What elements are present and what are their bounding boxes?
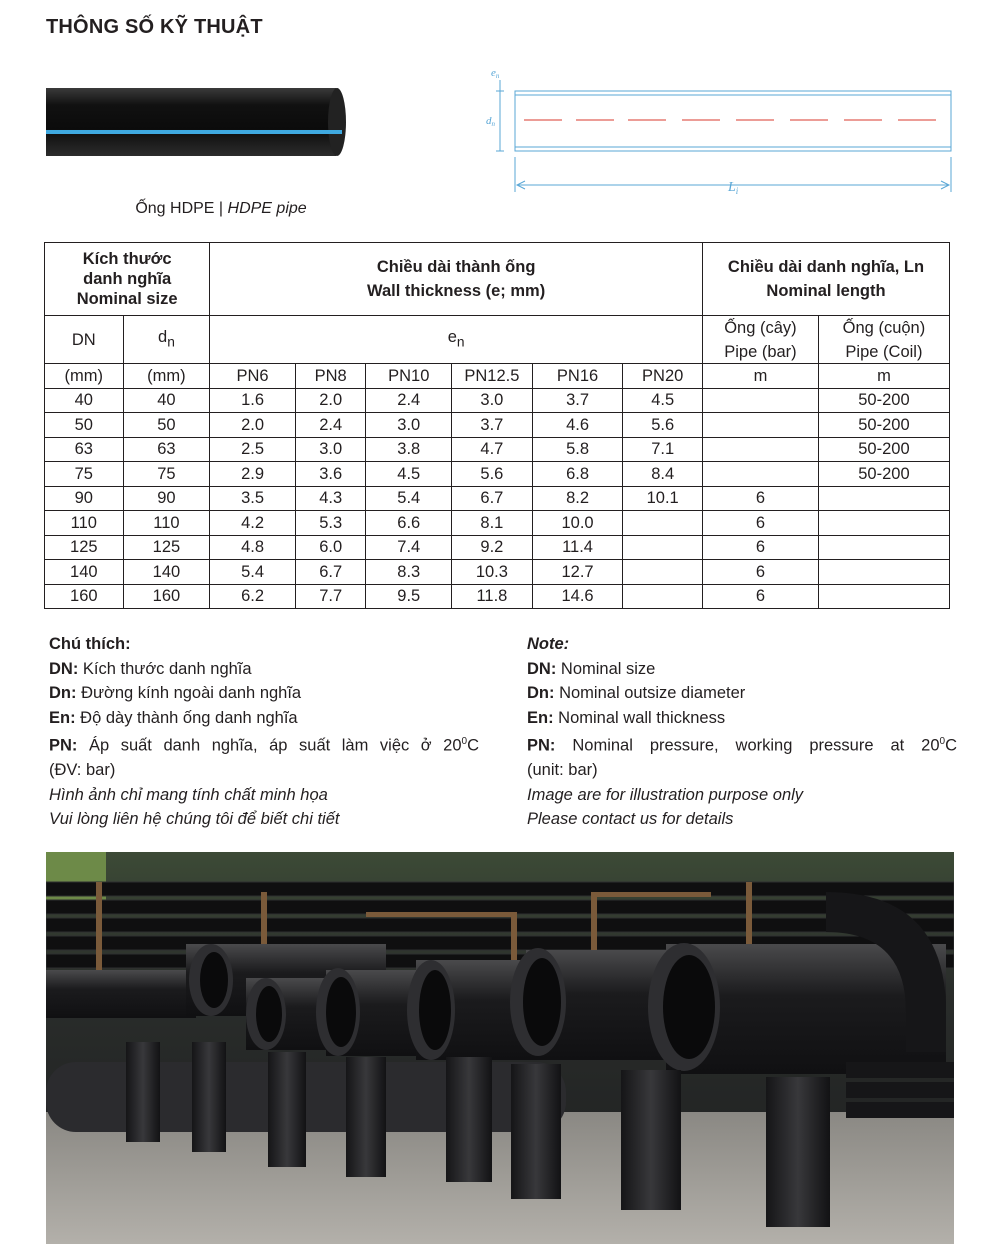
table-cell: 5.6 (452, 462, 533, 487)
table-cell: 2.4 (295, 413, 366, 438)
table-cell: PN8 (295, 364, 366, 389)
table-cell: PN16 (532, 364, 623, 389)
table-units-row (45, 364, 950, 389)
table-cell (818, 560, 949, 585)
table-cell (818, 584, 949, 609)
table-cell: 50-200 (818, 388, 949, 413)
table-cell: 125 (45, 535, 124, 560)
table-cell: 110 (45, 511, 124, 536)
table-cell: 63 (123, 437, 210, 462)
table-row (45, 560, 950, 585)
table-cell: 3.7 (532, 388, 623, 413)
table-cell: 9.2 (452, 535, 533, 560)
table-cell: 140 (45, 560, 124, 585)
table-row (45, 535, 950, 560)
table-cell: 12.7 (532, 560, 623, 585)
hdpe-pipe-image (46, 86, 348, 158)
table-cell: 6 (703, 535, 819, 560)
table-cell: 40 (123, 388, 210, 413)
table-cell: 90 (45, 486, 124, 511)
table-cell: 2.4 (366, 388, 452, 413)
table-cell: PN6 (210, 364, 296, 389)
table-cell: 2.0 (295, 388, 366, 413)
table-cell: 40 (45, 388, 124, 413)
header-nominal-length: Chiều dài danh nghĩa, Ln Nominal length (703, 243, 950, 316)
header-dn-diameter: $d_n$ (123, 316, 210, 364)
table-cell: PN10 (366, 364, 452, 389)
table-cell: 160 (123, 584, 210, 609)
table-cell: 6.7 (295, 560, 366, 585)
table-cell: 3.5 (210, 486, 296, 511)
table-cell: 6.2 (210, 584, 296, 609)
table-cell: 50 (45, 413, 124, 438)
table-cell: 6.0 (295, 535, 366, 560)
table-cell: 50-200 (818, 462, 949, 487)
table-cell (703, 413, 819, 438)
table-cell: 160 (45, 584, 124, 609)
table-cell: 6 (703, 560, 819, 585)
header-en: $e_n$ (210, 316, 703, 364)
table-cell: 3.0 (366, 413, 452, 438)
table-row (45, 462, 950, 487)
table-cell: 2.0 (210, 413, 296, 438)
table-header-row (45, 243, 950, 316)
table-cell: 5.4 (210, 560, 296, 585)
table-cell: 110 (123, 511, 210, 536)
table-cell: 50-200 (818, 437, 949, 462)
table-cell: 3.0 (295, 437, 366, 462)
table-cell (818, 511, 949, 536)
table-cell (623, 511, 703, 536)
table-cell: 4.7 (452, 437, 533, 462)
table-cell: 8.2 (532, 486, 623, 511)
notes-vietnamese: Chú thích: DN: Kích thước danh nghĩa Dn: Đường kính ngoài danh nghĩa En: Độ dày thành ống danh nghĩa PN: Áp suất danh nghĩa, áp suất làm việc ở $20^0C$ (ĐV: bar) Hình ảnh chỉ mang tính chất minh họa Vui lòng liên hệ chúng tôi để biết chi tiết (49, 635, 479, 828)
table-cell: 4.5 (366, 462, 452, 487)
table-cell: 3.7 (452, 413, 533, 438)
table-cell: 4.6 (532, 413, 623, 438)
header-dn: DN (45, 316, 124, 364)
table-cell: 63 (45, 437, 124, 462)
table-cell: m (818, 364, 949, 389)
page-title: THÔNG SỐ KỸ THUẬT (46, 16, 263, 38)
table-cell: 3.8 (366, 437, 452, 462)
table-cell: 8.3 (366, 560, 452, 585)
table-cell (703, 462, 819, 487)
table-cell: 4.8 (210, 535, 296, 560)
table-cell: 6 (703, 511, 819, 536)
pipe-caption: Ống HDPE | HDPE pipe (135, 200, 307, 217)
table-cell (818, 535, 949, 560)
table-cell: 140 (123, 560, 210, 585)
table-cell: 5.8 (532, 437, 623, 462)
header-pipe-bar: Ống (cây) Pipe (bar) (703, 316, 819, 364)
table-cell: 6 (703, 486, 819, 511)
hdpe-fittings-photo (46, 852, 954, 1244)
table-cell: 3.0 (452, 388, 533, 413)
table-cell: 75 (123, 462, 210, 487)
table-cell: 5.4 (366, 486, 452, 511)
table-cell: 11.8 (452, 584, 533, 609)
diameter-label: dn (486, 115, 495, 128)
table-cell: 90 (123, 486, 210, 511)
table-cell: 2.9 (210, 462, 296, 487)
notes-english: Note: DN: Nominal size Dn: Nominal outsize diameter En: Nominal wall thickness PN: Nominal pressure, working pressure at $20^0C$ (unit: bar) Image are for illustration purpose only Please contact us for details (527, 635, 957, 828)
table-cell: 14.6 (532, 584, 623, 609)
table-cell: 8.4 (623, 462, 703, 487)
table-cell (703, 388, 819, 413)
table-cell: 8.1 (452, 511, 533, 536)
table-cell (623, 584, 703, 609)
table-row (45, 388, 950, 413)
table-cell: 1.6 (210, 388, 296, 413)
table-cell: 5.6 (623, 413, 703, 438)
table-cell (623, 535, 703, 560)
table-cell: 6.6 (366, 511, 452, 536)
header-pipe-coil: Ống (cuộn) Pipe (Coil) (818, 316, 949, 364)
table-cell (818, 486, 949, 511)
table-row (45, 437, 950, 462)
table-row (45, 486, 950, 511)
table-cell: 7.7 (295, 584, 366, 609)
table-cell (623, 560, 703, 585)
table-cell: 50-200 (818, 413, 949, 438)
table-cell: 7.4 (366, 535, 452, 560)
table-cell: PN12.5 (452, 364, 533, 389)
table-row (45, 413, 950, 438)
table-cell: 7.1 (623, 437, 703, 462)
table-cell: 6.8 (532, 462, 623, 487)
table-row (45, 584, 950, 609)
table-subheader-row (45, 316, 950, 364)
table-cell: 10.0 (532, 511, 623, 536)
table-cell: 125 (123, 535, 210, 560)
table-cell: 6 (703, 584, 819, 609)
pipe-dimension-diagram (480, 62, 960, 202)
table-cell: 50 (123, 413, 210, 438)
table-cell: PN20 (623, 364, 703, 389)
header-wall-thickness: Chiều dài thành ống Wall thickness (e; mm) (210, 243, 703, 316)
table-cell (703, 437, 819, 462)
table-cell: 6.7 (452, 486, 533, 511)
table-cell: m (703, 364, 819, 389)
table-cell: (mm) (45, 364, 124, 389)
table-cell: (mm) (123, 364, 210, 389)
header-nominal-size: Kích thước danh nghĩa Nominal size (45, 243, 210, 316)
table-cell: 10.1 (623, 486, 703, 511)
table-cell: 5.3 (295, 511, 366, 536)
table-cell: 4.5 (623, 388, 703, 413)
table-cell: 3.6 (295, 462, 366, 487)
table-cell: 4.2 (210, 511, 296, 536)
table-cell: 10.3 (452, 560, 533, 585)
table-cell: 75 (45, 462, 124, 487)
length-label: $L_i$ (728, 180, 739, 196)
wall-thickness-label: en (491, 67, 500, 80)
table-row (45, 511, 950, 536)
table-cell: 9.5 (366, 584, 452, 609)
spec-table (44, 242, 950, 609)
table-cell: 4.3 (295, 486, 366, 511)
table-cell: 2.5 (210, 437, 296, 462)
table-cell: 11.4 (532, 535, 623, 560)
